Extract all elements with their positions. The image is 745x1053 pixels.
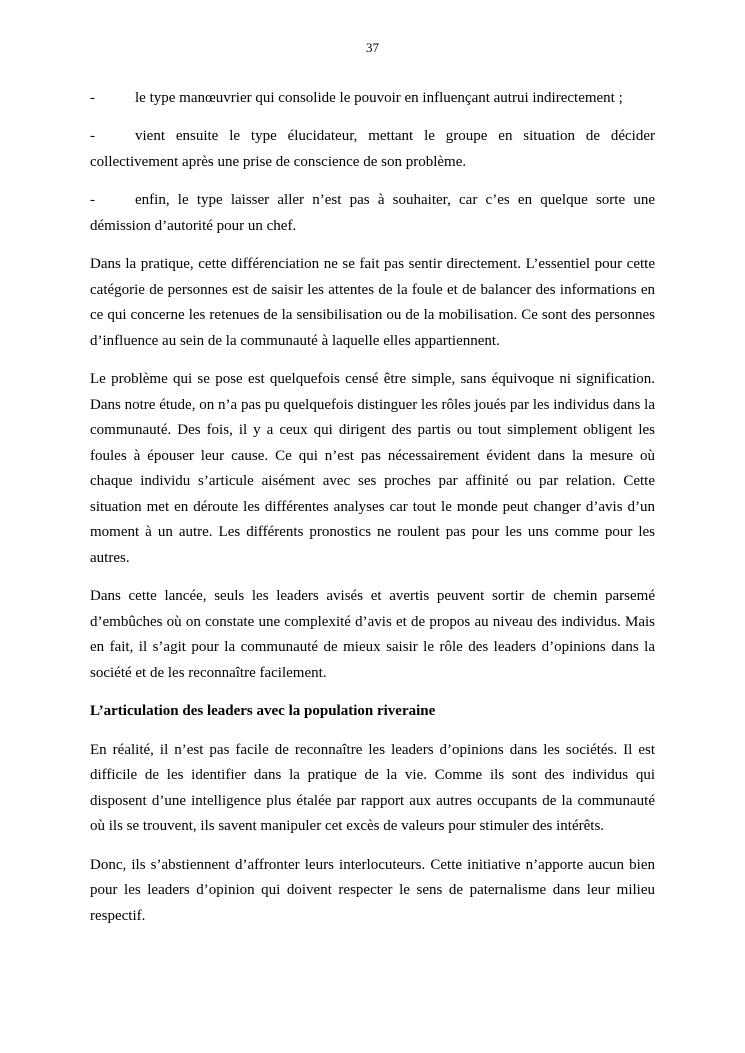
bullet-text: enfin, le type laisser aller n’est pas à souhaiter, car c’es en quelque sorte une démission d’autorité pour un chef.	[90, 192, 655, 234]
bullet-text: vient ensuite le type élucidateur, mettant le groupe en situation de décider collectivement après une prise de conscience de son problème.	[90, 128, 655, 170]
paragraph: Dans cette lancée, seuls les leaders avisés et avertis peuvent sortir de chemin parsemé d’embûches où on constate une complexité d’avis et de propos au niveau des individus. Mais en fait, il s’agit pour la communauté de mieux saisir le rôle des leaders d’opinions dans la société et de les reconnaître facilement.	[90, 588, 655, 681]
bullet-dash: -	[90, 192, 95, 209]
bullet-item	[90, 188, 655, 239]
section-heading: L’articulation des leaders avec la population riveraine	[90, 703, 436, 720]
bullet-dash: -	[90, 89, 95, 106]
bullet-item	[90, 86, 655, 112]
paragraph: Le problème qui se pose est quelquefois censé être simple, sans équivoque ni signification. Dans notre étude, on n’a pas pu quelquefois distinguer les rôles joués par les individus dans la communauté. Des fois, il y a ceux qui dirigent des partis ou tout simplement obligent les foules à épouser leur cause. Ce qui n’est pas nécessairement évident dans la mesure où chaque individu s’articule aisément avec ses proches par affinité ou par relation. Cette situation met en déroute les différentes analyses car tout le monde peut changer d’avis d’un moment à un autre. Les différents pronostics ne roulent pas pour les uns comme pour les autres.	[90, 371, 655, 566]
page-number: 37	[366, 40, 379, 55]
paragraph: En réalité, il n’est pas facile de reconnaître les leaders d’opinions dans les sociétés. Il est difficile de les identifier dans la pratique de la vie. Comme ils sont des individus qui disposent d’une intelligence plus étalée par rapport aux autres occupants de la communauté où ils se trouvent, ils savent manipuler cet excès de valeurs pour stimuler des intérêts.	[90, 741, 655, 835]
bullet-item	[90, 124, 655, 175]
bullet-dash: -	[90, 128, 95, 145]
bullet-text: le type manœuvrier qui consolide le pouvoir en influençant autrui indirectement ;	[135, 89, 623, 106]
paragraph: Dans la pratique, cette différenciation ne se fait pas sentir directement. L’essentiel pour cette catégorie de personnes est de saisir les attentes de la foule et de balancer des informations en ce qui concerne les retenues de la sensibilisation ou de la mobilisation. Ce sont des personnes d’influence au sein de la communauté à laquelle elles appartiennent.	[90, 256, 655, 349]
paragraph: Donc, ils s’abstiennent d’affronter leurs interlocuteurs. Cette initiative n’apporte aucun bien pour les leaders d’opinion qui doivent respecter le sens de paternalisme dans leur milieu respectif.	[90, 856, 655, 924]
